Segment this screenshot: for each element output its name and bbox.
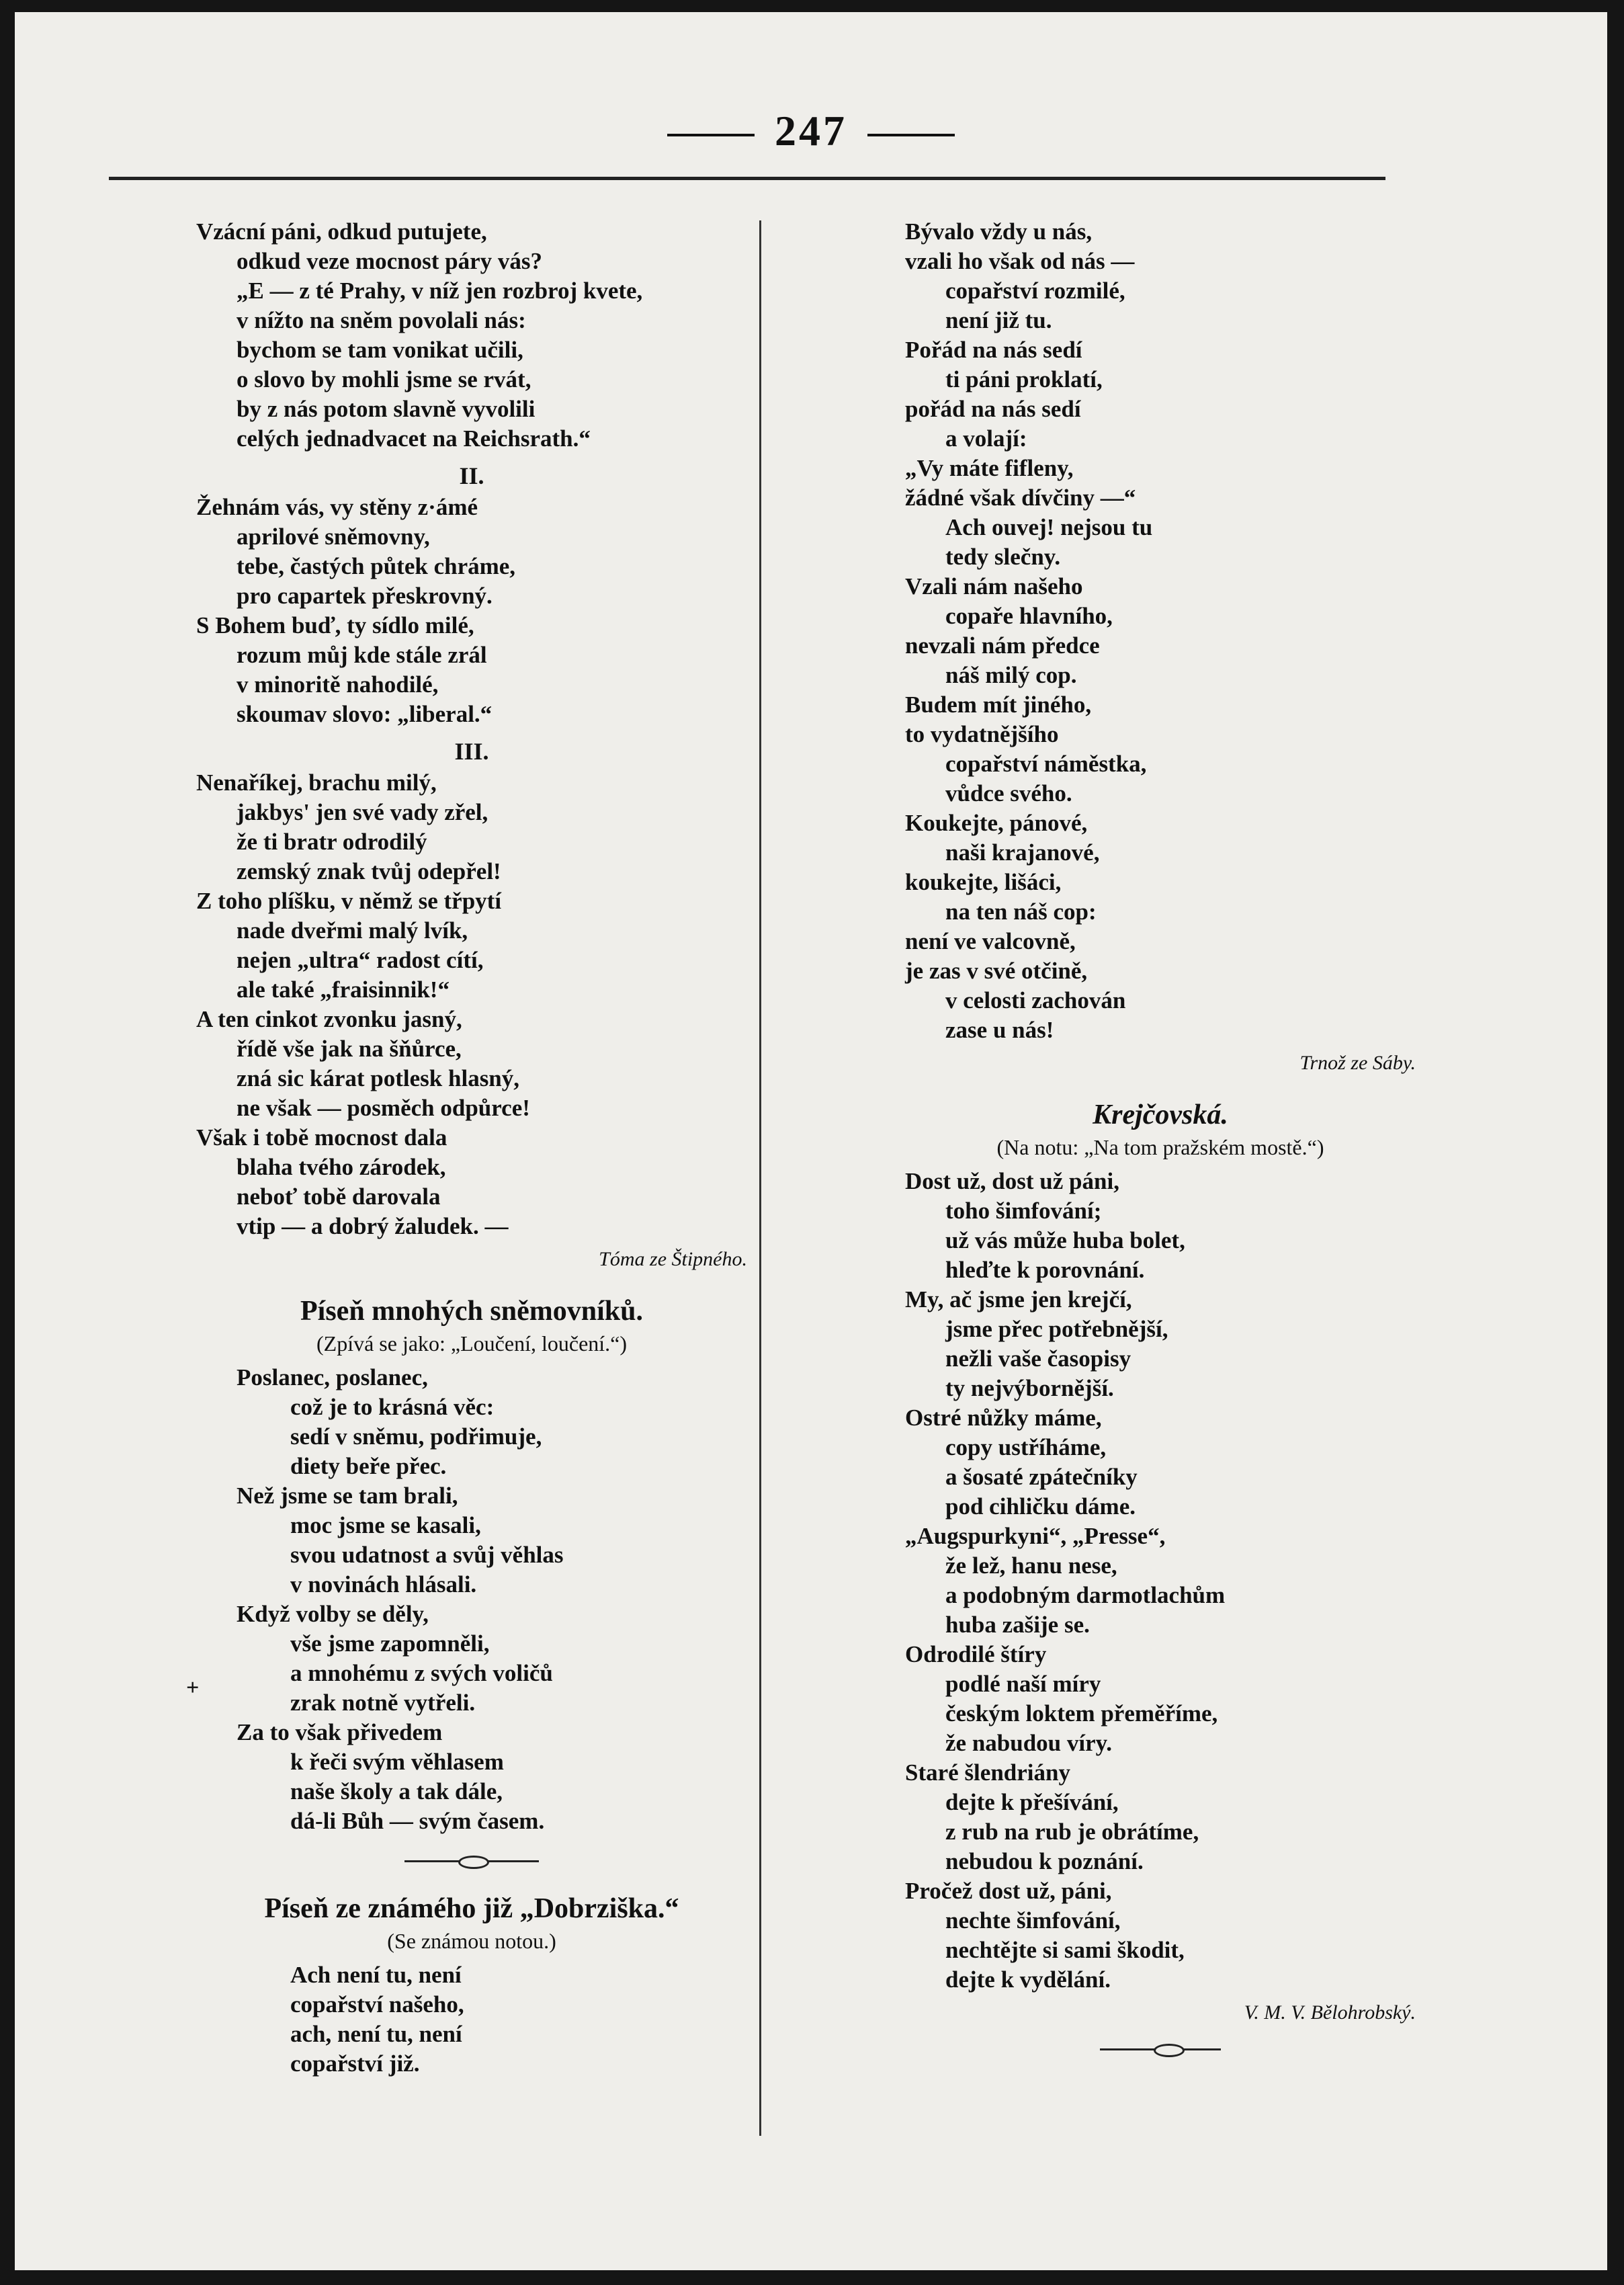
verse-line: „Augspurkyni“, „Presse“, xyxy=(905,1523,1166,1549)
section-number: III. xyxy=(454,738,489,765)
verse-line: vtip — a dobrý žaludek. — xyxy=(237,1213,509,1239)
verse-line: Staré šlendriány xyxy=(905,1759,1070,1786)
verse-line: zná sic kárat potlesk hlasný, xyxy=(237,1065,520,1091)
verse-line: nejen „ultra“ radost cítí, xyxy=(237,947,484,973)
verse-line: aprilové sněmovny, xyxy=(237,524,430,550)
verse-line: Vzácní páni, odkud putujete, xyxy=(196,218,487,245)
verse-line: sedí v sněmu, podřimuje, xyxy=(290,1423,542,1450)
verse-line: v novinách hlásali. xyxy=(290,1571,477,1597)
poem3-body-start xyxy=(196,1960,747,2079)
verse-line: by z nás potom slavně vyvolili xyxy=(237,396,536,422)
verse-line: v nížto na sněm povolali nás: xyxy=(237,307,526,333)
verse-line: Než jsme se tam brali, xyxy=(237,1483,458,1509)
verse-line: copařství již. xyxy=(290,2050,420,2077)
verse-line: „E — z té Prahy, v níž jen rozbroj kvete, xyxy=(237,278,643,304)
verse-line: nežli vaše časopisy xyxy=(945,1345,1131,1372)
column-divider xyxy=(759,220,761,2136)
verse-line: Poslanec, poslanec, xyxy=(237,1364,428,1390)
verse-line: podlé naší míry xyxy=(945,1671,1101,1697)
verse-line: už vás může huba bolet, xyxy=(945,1227,1185,1253)
verse-line: blaha tvého zárodek, xyxy=(237,1154,446,1180)
verse-line: dá-li Bůh — svým časem. xyxy=(290,1808,545,1834)
poem2-title: Píseň mnohých sněmovníků. xyxy=(300,1296,643,1327)
verse-line: v minoritě nahodilé, xyxy=(237,671,439,698)
poem1-signature: Tóma ze Štipného. xyxy=(599,1248,747,1270)
verse-line: naši krajanové, xyxy=(945,839,1100,866)
poem4-note: (Na notu: „Na tom pražském mostě.“) xyxy=(996,1135,1324,1159)
verse-line: pořád na nás sedí xyxy=(905,396,1081,422)
verse-line: moc jsme se kasali, xyxy=(290,1512,481,1538)
page-number: 247 xyxy=(15,106,1607,156)
verse-line: rozum můj kde stále zrál xyxy=(237,642,487,668)
poem2-body xyxy=(196,1363,747,1836)
verse-line: copaře hlavního, xyxy=(945,603,1113,629)
verse-line: českým loktem přeměříme, xyxy=(945,1700,1218,1727)
verse-line: copařství rozmilé, xyxy=(945,278,1125,304)
poem3-note: (Se známou notou.) xyxy=(387,1929,556,1953)
poem2-note: (Zpívá se jako: „Loučení, loučení.“) xyxy=(316,1331,628,1356)
verse-line: Dost už, dost už páni, xyxy=(905,1168,1119,1194)
verse-line: bychom se tam vonikat učili, xyxy=(237,337,523,363)
verse-line: Když volby se děly, xyxy=(237,1601,429,1627)
verse-line: je zas v své otčině, xyxy=(905,958,1088,984)
verse-line: náš milý cop. xyxy=(945,662,1077,688)
verse-line: a mnohému z svých voličů xyxy=(290,1660,553,1686)
verse-line: ale také „fraisinnik!“ xyxy=(237,977,450,1003)
verse-line: diety beře přec. xyxy=(290,1453,447,1479)
verse-line: S Bohem buď, ty sídlo milé, xyxy=(196,612,474,638)
verse-line: Žehnám vás, vy stěny z·ámé xyxy=(196,494,478,520)
verse-line: řídě vše jak na šňůrce, xyxy=(237,1036,462,1062)
verse-line: Odrodilé štíry xyxy=(905,1641,1047,1667)
verse-line: toho šimfování; xyxy=(945,1198,1102,1224)
verse-line: skoumav slovo: „liberal.“ xyxy=(237,701,493,727)
verse-line: vůdce svého. xyxy=(945,780,1072,806)
poem1-stanza3 xyxy=(196,768,747,1241)
verse-line: koukejte, lišáci, xyxy=(905,869,1062,895)
verse-line: vše jsme zapomněli, xyxy=(290,1630,490,1657)
verse-line: My, ač jsme jen krejčí, xyxy=(905,1286,1132,1313)
verse-line: k řeči svým věhlasem xyxy=(290,1749,504,1775)
poem1-stanza2 xyxy=(196,493,747,729)
verse-line: ne však — posměch odpůrce! xyxy=(237,1095,530,1121)
verse-line: Pročež dost už, páni, xyxy=(905,1878,1112,1904)
verse-line: není již tu. xyxy=(945,307,1052,333)
right-column xyxy=(905,217,1416,2070)
verse-line: a volají: xyxy=(945,425,1027,452)
verse-line: což je to krásná věc: xyxy=(290,1394,495,1420)
poem1-stanza1 xyxy=(196,217,747,454)
verse-line: A ten cinkot zvonku jasný, xyxy=(196,1006,462,1032)
verse-line: ach, není tu, není xyxy=(290,2021,462,2047)
verse-line: celých jednadvacet na Reichsrath.“ xyxy=(237,425,591,452)
verse-line: naše školy a tak dále, xyxy=(290,1778,503,1804)
verse-line: nade dveřmi malý lvík, xyxy=(237,917,468,944)
verse-line: dejte k vydělání. xyxy=(945,1966,1111,1993)
verse-line: Ostré nůžky máme, xyxy=(905,1405,1102,1431)
left-column xyxy=(196,217,747,2079)
verse-line: Koukejte, pánové, xyxy=(905,810,1088,836)
verse-line: jakbys' jen své vady zřel, xyxy=(237,799,488,825)
verse-line: Budem mít jiného, xyxy=(905,692,1092,718)
verse-line: copařství našeho, xyxy=(290,1991,464,2018)
verse-line: že nabudou víry. xyxy=(945,1730,1112,1756)
verse-line: zemský znak tvůj odepřel! xyxy=(237,858,501,884)
margin-mark: + xyxy=(186,1675,200,1700)
poem3-signature: Trnož ze Sáby. xyxy=(1299,1052,1416,1074)
verse-line: ty nejvýbornější. xyxy=(945,1375,1114,1401)
verse-line: zase u nás! xyxy=(945,1017,1054,1043)
verse-line: a podobným darmotlachům xyxy=(945,1582,1226,1608)
verse-line: to vydatnějšího xyxy=(905,721,1059,747)
verse-line: nevzali nám předce xyxy=(905,632,1100,659)
page-sheet xyxy=(15,12,1607,2270)
verse-line: Za to však přivedem xyxy=(237,1719,443,1745)
verse-line: v celosti zachován xyxy=(945,987,1126,1013)
verse-line: copy ustříháme, xyxy=(945,1434,1107,1460)
verse-line: z rub na rub je obrátíme, xyxy=(945,1819,1199,1845)
verse-line: jsme přec potřebnější, xyxy=(945,1316,1168,1342)
poem3-title: Píseň ze známého již „Dobrziška.“ xyxy=(264,1893,679,1924)
verse-line: zrak notně vytřeli. xyxy=(290,1690,476,1716)
verse-line: že lež, hanu nese, xyxy=(945,1552,1117,1579)
poem4-signature: V. M. V. Bělohrobský. xyxy=(1244,2001,1416,2024)
verse-line: neboť tobě darovala xyxy=(237,1183,441,1210)
verse-line: huba zašije se. xyxy=(945,1612,1090,1638)
verse-line: Bývalo vždy u nás, xyxy=(905,218,1093,245)
verse-line: odkud veze mocnost páry vás? xyxy=(237,248,543,274)
verse-line: ti páni proklatí, xyxy=(945,366,1103,392)
verse-line: tedy slečny. xyxy=(945,544,1061,570)
verse-line: dejte k přešívání, xyxy=(945,1789,1119,1815)
verse-line: tebe, častých půtek chráme, xyxy=(237,553,516,579)
verse-line: není ve valcovně, xyxy=(905,928,1076,954)
verse-line: svou udatnost a svůj věhlas xyxy=(290,1542,564,1568)
verse-line: a šosaté zpátečníky xyxy=(945,1464,1138,1490)
verse-line: nechtějte si sami škodit, xyxy=(945,1937,1185,1963)
poem4-title: Krejčovská. xyxy=(1093,1099,1228,1130)
ornament-separator xyxy=(404,1854,539,1868)
verse-line: nechte šimfování, xyxy=(945,1907,1121,1934)
verse-line: Z toho plíšku, v němž se třpytí xyxy=(196,888,502,914)
verse-line: Vzali nám našeho xyxy=(905,573,1083,599)
verse-line: žádné však dívčiny —“ xyxy=(905,485,1136,511)
verse-line: pod cihličku dáme. xyxy=(945,1493,1136,1520)
section-number: II. xyxy=(459,462,484,489)
verse-line: Ach ouvej! nejsou tu xyxy=(945,514,1153,540)
verse-line: Pořád na nás sedí xyxy=(905,337,1082,363)
verse-line: copařství náměstka, xyxy=(945,751,1147,777)
verse-line: Nenaříkej, brachu milý, xyxy=(196,770,437,796)
verse-line: že ti bratr odrodilý xyxy=(237,829,427,855)
ornament-separator xyxy=(1100,2042,1221,2056)
verse-line: pro capartek přeskrovný. xyxy=(237,583,493,609)
poem4-body xyxy=(905,1167,1416,1995)
verse-line: Však i tobě mocnost dala xyxy=(196,1124,447,1151)
verse-line: nebudou k poznání. xyxy=(945,1848,1144,1874)
verse-line: hleďte k porovnání. xyxy=(945,1257,1145,1283)
verse-line: „Vy máte fifleny, xyxy=(905,455,1074,481)
poem3-body-cont xyxy=(905,217,1416,1045)
header-rule xyxy=(109,177,1385,180)
verse-line: vzali ho však od nás — xyxy=(905,248,1135,274)
verse-line: o slovo by mohli jsme se rvát, xyxy=(237,366,531,392)
verse-line: na ten náš cop: xyxy=(945,899,1097,925)
verse-line: Ach není tu, není xyxy=(290,1962,462,1988)
